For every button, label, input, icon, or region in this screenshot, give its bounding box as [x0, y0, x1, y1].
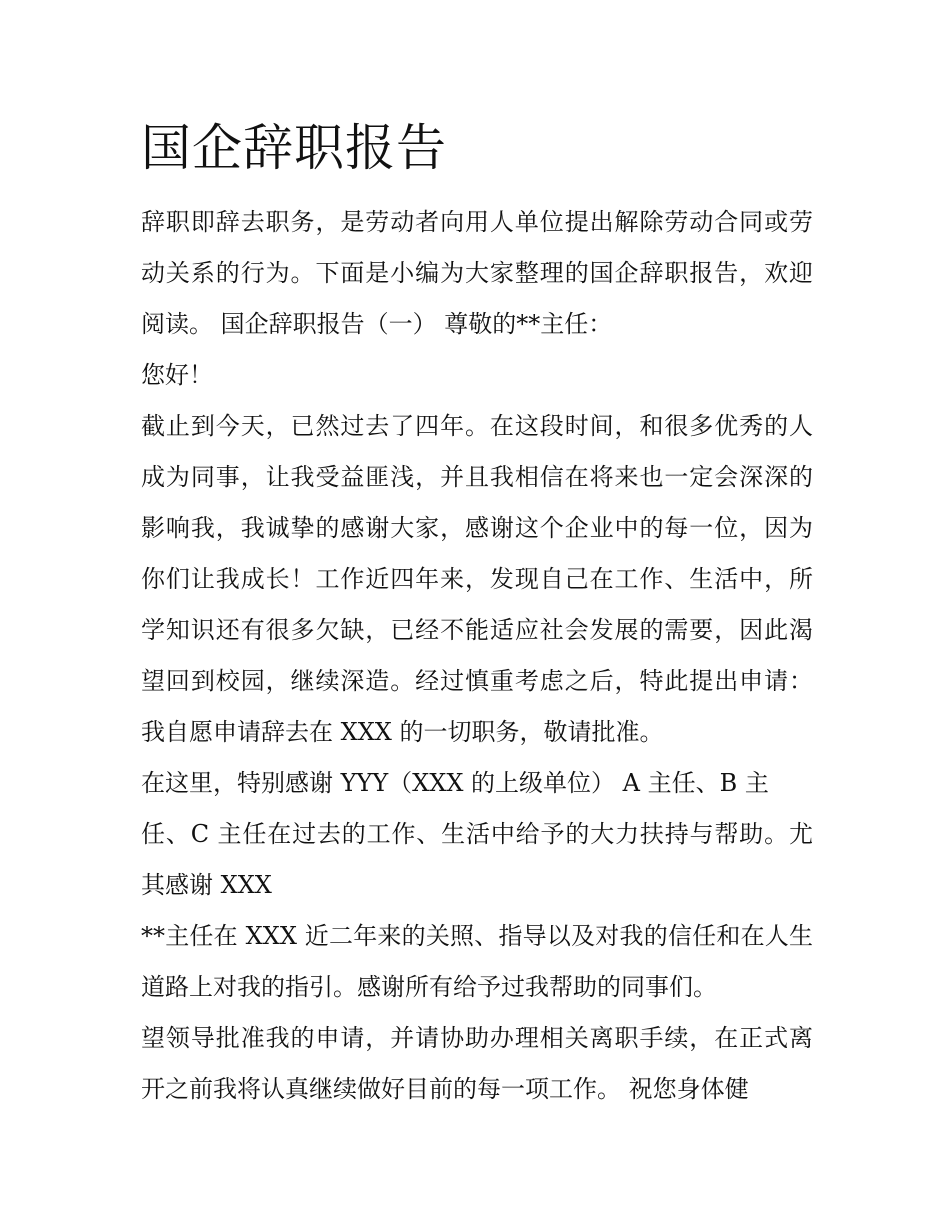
- text-line: 望领导批准我的申请，并请协助办理相关离职手续，在正式离: [141, 1024, 813, 1052]
- text-line: 截止到今天，已然过去了四年。在这段时间，和很多优秀的人: [141, 412, 813, 440]
- text-line: 动关系的行为。下面是小编为大家整理的国企辞职报告，欢迎: [141, 259, 813, 287]
- text-line: **主任在 XXX 近二年来的关照、指导以及对我的信任和在人生: [141, 922, 813, 950]
- text-line: 道路上对我的指引。感谢所有给予过我帮助的同事们。: [141, 973, 717, 1001]
- text-line: 辞职即辞去职务，是劳动者向用人单位提出解除劳动合同或劳: [141, 208, 813, 236]
- paragraph-special-thanks: [141, 911, 813, 1013]
- text-line: 在这里，特别感谢 YYY（XXX 的上级单位） A 主任、B 主: [141, 769, 769, 797]
- document-title: 国企辞职报告: [141, 119, 447, 177]
- text-line: 您好！: [141, 361, 213, 389]
- text-line: 学知识还有很多欠缺，已经不能适应社会发展的需要，因此渴: [141, 616, 813, 644]
- paragraph-greeting: [141, 350, 813, 401]
- text-line: 任、C 主任在过去的工作、生活中给予的大力扶持与帮助。尤: [141, 820, 813, 848]
- paragraph-closing: [141, 1013, 813, 1115]
- paragraph-reason: [141, 401, 813, 758]
- text-line: 开之前我将认真继续做好目前的每一项工作。 祝您身体健: [141, 1075, 749, 1103]
- text-line: 你们让我成长！工作近四年来，发现自己在工作、生活中，所: [141, 565, 813, 593]
- text-line: 影响我，我诚挚的感谢大家，感谢这个企业中的每一位，因为: [141, 514, 813, 542]
- text-line: 其感谢 XXX: [141, 871, 272, 899]
- text-line: 望回到校园，继续深造。经过慎重考虑之后，特此提出申请：: [141, 667, 813, 695]
- paragraph-intro: [141, 197, 813, 350]
- text-line: 我自愿申请辞去在 XXX 的一切职务，敬请批准。: [141, 718, 664, 746]
- document-body: [141, 197, 813, 1115]
- text-line: 成为同事，让我受益匪浅，并且我相信在将来也一定会深深的: [141, 463, 813, 491]
- text-line: 阅读。 国企辞职报告（一） 尊敬的**主任：: [141, 310, 613, 338]
- paragraph-thanks: [141, 758, 813, 911]
